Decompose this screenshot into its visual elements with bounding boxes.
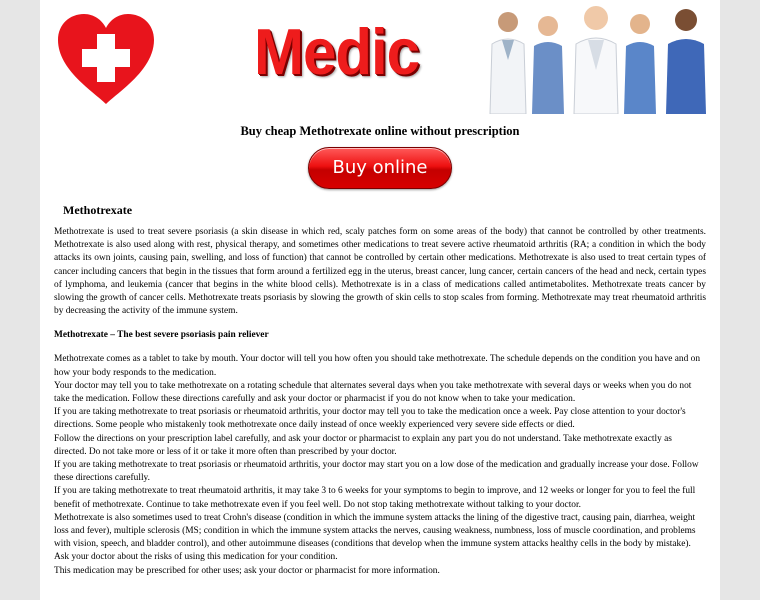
main-content xyxy=(40,203,720,578)
buy-online-button[interactable]: Buy online xyxy=(308,147,452,189)
paragraph: Methotrexate comes as a tablet to take by mouth. Your doctor will tell you how often you should take methotrexate. The schedule depends on the condition you have and on how your body responds to the medication. xyxy=(54,354,701,378)
paragraph: Your doctor may tell you to take methotrexate on a rotating schedule that alternates several days when you take methotrexate with several days or weeks when you do not take the medication. Follow these directions carefully and ask your doctor or pharmacist if you do not know when to take your medication. xyxy=(54,380,692,405)
paragraph: This medication may be prescribed for other uses; ask your doctor or pharmacist for more information. xyxy=(54,565,440,576)
paragraph: If you are taking methotrexate to treat psoriasis or rheumatoid arthritis, your doctor may start you on a low dose of the medication and gradually increase your dose. Follow these directions carefully. xyxy=(54,460,699,484)
medical-staff-illustration xyxy=(478,0,716,114)
site-header xyxy=(40,0,720,118)
tagline: Buy cheap Methotrexate online without prescription xyxy=(240,124,520,138)
section-title: Methotrexate xyxy=(63,203,133,217)
page xyxy=(40,0,720,600)
paragraph: Methotrexate is also sometimes used to treat Crohn's disease (condition in which the immune system attacks the lining of the digestive tract, causing pain, diarrhea, weight loss and fever), multiple sclerosis (MS; condition in which the immune system attacks the nerves, causing weakness, numbness, loss of muscle coordination, and problems with vision, speech, and bladder control), and other autoimmune diseases (conditions that develop when the immune system attacks healthy cells in the body by mistake). Ask your doctor about the risks of using this medication for your condition. xyxy=(54,512,696,563)
paragraph: Follow the directions on your prescription label carefully, and ask your doctor or pharmacist to explain any part you do not understand. Take methotrexate exactly as directed. Do not take more or less of it or take it more often than prescribed by your doctor. xyxy=(54,433,672,457)
paragraph: If you are taking methotrexate to treat rheumatoid arthritis, it may take 3 to 6 weeks for your symptoms to begin to improve, and 12 weeks or longer for you to feel the full benefit of methotrexate. Continue to take methotrexate even if you feel well. Do not stop taking methotrexate without talking to your doctor. xyxy=(54,486,696,510)
medical-cross-heart-icon[interactable] xyxy=(54,10,158,106)
body-text xyxy=(54,353,706,577)
buy-button-wrapper xyxy=(40,147,720,189)
subheading: Methotrexate – The best severe psoriasis pain reliever xyxy=(54,330,269,341)
intro-paragraph: Methotrexate is used to treat severe psoriasis (a skin disease in which red, scaly patches form on some areas of the body) that cannot be controlled by other treatments. Methotrexate is also used along with rest, physical therapy, and sometimes other medications to treat severe active rheumatoid arthritis (RA; a condition in which the body attacks its own joints, causing pain, swelling, and loss of function) that cannot be controlled by certain other medications. Methotrexate is also used to treat certain types of cancer including cancers that begin in the tissues that form around a fertilized egg in the uterus, breast cancer, lung cancer, certain cancers of the head and neck, certain types of lymphoma, and leukemia (cancer that begins in the white blood cells). Methotrexate is in a class of medications called antimetabolites. Methotrexate treats cancer by slowing the growth of cancer cells. Methotrexate treats psoriasis by slowing the growth of skin cells to stop scales from forming. Methotrexate may treat rheumatoid arthritis by decreasing the activity of the immune system. xyxy=(54,227,706,317)
site-logo-text[interactable]: Medic xyxy=(254,15,420,89)
paragraph: If you are taking methotrexate to treat psoriasis or rheumatoid arthritis, your doctor may tell you to take the medication once a week. Pay close attention to your doctor's directions. Some people who mistakenly took methotrexate once daily instead of once weekly experienced very severe side effects or died. xyxy=(54,407,686,431)
